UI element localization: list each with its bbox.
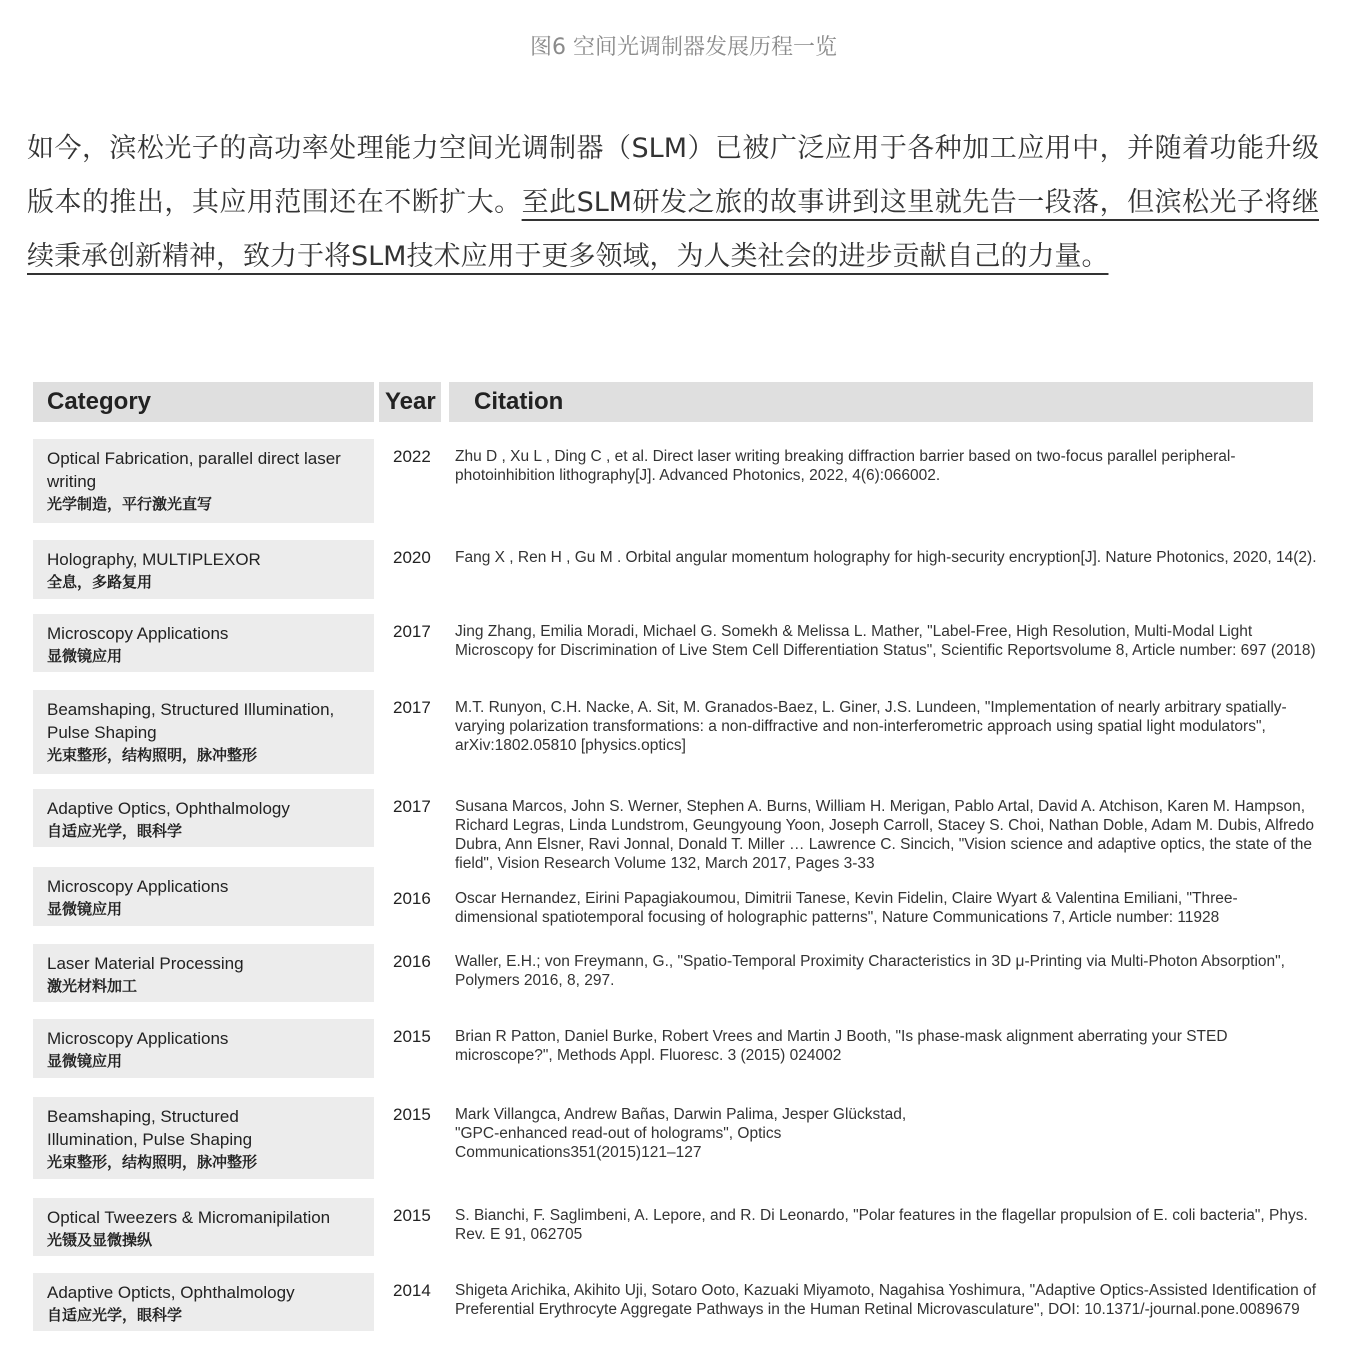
category-cell: [33, 789, 374, 847]
category-en: Beamshaping, Structured Illumination, Pulse Shaping: [47, 1107, 253, 1149]
citation-cell: Oscar Hernandez, Eirini Papagiakoumou, Dimitrii Tanese, Kevin Fidelin, Claire Wyart & Valentina Emiliani, "Three-dimensional spatiotemporal focusing of holographic patterns", Nature Communications 7, Article number: 11928: [455, 890, 1238, 926]
table-row: [33, 789, 1317, 872]
category-en: Optical Fabrication, parallel direct laser writing: [47, 449, 341, 491]
year-cell: 2014: [393, 1281, 431, 1300]
year-cell: 2015: [393, 1105, 431, 1124]
category-en: Holography, MULTIPLEXOR: [47, 550, 261, 569]
header-year: Year: [379, 382, 441, 422]
table-row: [33, 1198, 1317, 1256]
category-zh: 光学制造，平行激光直写: [47, 495, 213, 513]
slm-history-table: [33, 382, 1317, 1342]
year-cell: 2017: [393, 797, 431, 816]
year-cell: 2015: [393, 1027, 431, 1046]
category-cell: [33, 867, 374, 926]
category-zh: 显微镜应用: [47, 1052, 123, 1070]
citation-cell: M.T. Runyon, C.H. Nacke, A. Sit, M. Granados-Baez, L. Giner, J.S. Lundeen, "Implementation of nearly arbitrary spatially-varying polarization transformations: a non-diffractive and non-interferometric approach using spatial light modulators", arXiv:1802.05810 [physics.optics]: [455, 699, 1287, 754]
category-en: Microscopy Applications: [47, 624, 229, 643]
year-cell: 2016: [393, 889, 431, 908]
category-en: Laser Material Processing: [47, 954, 244, 973]
year-cell: 2015: [393, 1206, 431, 1225]
year-cell: 2020: [393, 548, 431, 567]
category-zh: 激光材料加工: [47, 977, 138, 995]
category-en: Microscopy Applications: [47, 1029, 229, 1048]
category-en: Beamshaping, Structured Illumination, Pulse Shaping: [47, 700, 335, 742]
intro-paragraph: [27, 122, 1319, 284]
citation-cell: Fang X , Ren H , Gu M . Orbital angular momentum holography for high-security encryption[J]. Nature Photonics, 2020, 14(2).: [455, 549, 1317, 566]
category-cell: [33, 1097, 374, 1179]
category-cell: [33, 690, 374, 774]
category-zh: 显微镜应用: [47, 647, 123, 665]
category-en: Adaptive Optics, Ophthalmology: [47, 799, 290, 818]
citation-cell: Mark Villangca, Andrew Bañas, Darwin Palima, Jesper Glückstad, "GPC-enhanced read-out of holograms", Optics Communications351(2015)121–127: [455, 1106, 907, 1161]
table-row: [33, 944, 1317, 1002]
citation-cell: Zhu D , Xu L , Ding C , et al. Direct laser writing breaking diffraction barrier based on two-focus parallel peripheral-photoinhibition lithography[J]. Advanced Photonics, 2022, 4(6):066002.: [455, 448, 1236, 484]
table-row: [33, 690, 1317, 774]
category-en: Microscopy Applications: [47, 877, 229, 896]
table-row: [33, 1019, 1317, 1078]
header-category: Category: [33, 382, 374, 422]
year-cell: 2016: [393, 952, 431, 971]
category-cell: [33, 540, 374, 599]
category-en: Optical Tweezers & Micromanipilation: [47, 1208, 331, 1227]
category-en: Adaptive Opticts, Ophthalmology: [47, 1283, 295, 1302]
year-cell: 2017: [393, 698, 431, 717]
category-zh: 光束整形，结构照明，脉冲整形: [47, 746, 258, 764]
table-row: [33, 867, 1317, 926]
table-row: [33, 540, 1317, 599]
category-cell: [33, 1019, 374, 1078]
citation-cell: Susana Marcos, John S. Werner, Stephen A. Burns, William H. Merigan, Pablo Artal, David A. Atchison, Karen M. Hampson, Richard Legras, Linda Lundstrom, Geungyoung Yoon, Joseph Carroll, Stacey S. Choi, Nathan Doble, Adam M. Dubis, Alfredo Dubra, Ann Elsner, Ravi Jonnal, Donald T. Miller … Lawrence C. Sincich, "Vision science and adaptive optics, the state of the field", Vision Research Volume 132, March 2017, Pages 3-33: [455, 798, 1315, 872]
figure-caption: 图6 空间光调制器发展历程一览: [530, 35, 837, 60]
category-cell: [33, 1273, 374, 1331]
category-zh: 自适应光学，眼科学: [47, 1306, 183, 1324]
table-row: [33, 614, 1317, 672]
year-cell: 2017: [393, 622, 431, 641]
category-cell: [33, 944, 374, 1002]
citation-cell: Waller, E.H.; von Freymann, G., "Spatio-Temporal Proximity Characteristics in 3D μ-Printing via Multi-Photon Absorption", Polymers 2016, 8, 297.: [455, 953, 1285, 989]
citation-cell: Brian R Patton, Daniel Burke, Robert Vrees and Martin J Booth, "Is phase-mask alignment aberrating your STED microscope?", Methods Appl. Fluoresc. 3 (2015) 024002: [455, 1028, 1228, 1064]
intro-text: 如今，滨松光子的高功率处理能力空间光调制器（SLM）已被广泛应用于各种加工应用中，并随着功能升级版本的推出，其应用范围还在不断扩大。: [27, 133, 1319, 218]
category-zh: 全息，多路复用: [47, 573, 153, 591]
category-zh: 显微镜应用: [47, 900, 123, 918]
table-row: [33, 439, 1317, 523]
category-cell: [33, 1198, 374, 1256]
category-cell: [33, 439, 374, 523]
citation-cell: Jing Zhang, Emilia Moradi, Michael G. Somekh & Melissa L. Mather, "Label-Free, High Resolution, Multi-Modal Light Microscopy for Discrimination of Live Stem Cell Differentiation Status", Scientific Reportsvolume 8, Article number: 697 (2018): [455, 623, 1316, 659]
intro-underlined-text: 至此SLM研发之旅的故事讲到这里就先告一段落，但滨松光子将继续秉承创新精神，致力于将SLM技术应用于更多领域，为人类社会的进步贡献自己的力量。: [27, 187, 1319, 272]
category-zh: 光镊及显微操纵: [47, 1231, 153, 1249]
category-zh: 自适应光学，眼科学: [47, 822, 183, 840]
table-row: [33, 1273, 1317, 1331]
category-zh: 光束整形，结构照明，脉冲整形: [47, 1153, 258, 1171]
citation-cell: Shigeta Arichika, Akihito Uji, Sotaro Ooto, Kazuaki Miyamoto, Nagahisa Yoshimura, "Adaptive Optics-Assisted Identification of Preferential Erythrocyte Aggregate Pathways in the Human Retinal Microvasculature", DOI: 10.1371/-journal.pone.0089679: [455, 1282, 1317, 1318]
table-row: [33, 1097, 1317, 1179]
citation-cell: S. Bianchi, F. Saglimbeni, A. Lepore, and R. Di Leonardo, "Polar features in the flagellar propulsion of E. coli bacteria", Phys. Rev. E 91, 062705: [455, 1207, 1308, 1243]
header-citation: Citation: [449, 382, 1313, 422]
year-cell: 2022: [393, 447, 431, 466]
category-cell: [33, 614, 374, 672]
